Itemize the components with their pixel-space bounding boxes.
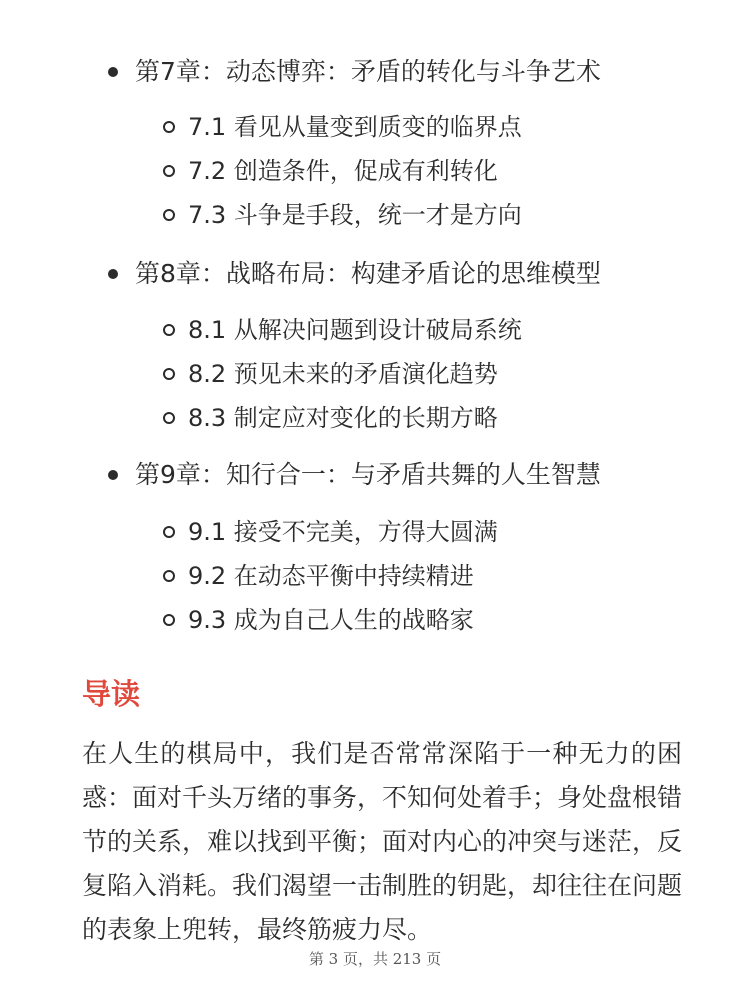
intro-heading: 导读: [82, 677, 141, 711]
circle-bullet-icon: [163, 412, 175, 424]
circle-bullet-icon: [163, 209, 175, 221]
chapter-title: 第9章：知行合一：与矛盾共舞的人生智慧: [135, 460, 601, 489]
section-title: 9.1 接受不完美，方得大圆满: [188, 518, 498, 546]
page-number: 第 3 页，共 213 页: [308, 950, 442, 968]
section-title: 8.3 制定应对变化的长期方略: [188, 404, 498, 432]
section-title: 9.2 在动态平衡中持续精进: [188, 562, 474, 590]
section-title: 7.3 斗争是手段，统一才是方向: [188, 201, 522, 229]
section-title: 8.1 从解决问题到设计破局系统: [188, 316, 522, 344]
circle-bullet-icon: [163, 570, 175, 582]
circle-bullet-icon: [163, 165, 175, 177]
bullet-icon: [108, 470, 118, 480]
circle-bullet-icon: [163, 614, 175, 626]
section-title: 7.2 创造条件，促成有利转化: [188, 157, 498, 185]
chapter-title: 第7章：动态博弈：矛盾的转化与斗争艺术: [135, 57, 601, 86]
section-title: 7.1 看见从量变到质变的临界点: [188, 113, 522, 141]
bullet-icon: [108, 67, 118, 77]
chapter-title: 第8章：战略布局：构建矛盾论的思维模型: [135, 259, 601, 288]
section-title: 9.3 成为自己人生的战略家: [188, 606, 474, 634]
bullet-icon: [108, 269, 118, 279]
circle-bullet-icon: [163, 526, 175, 538]
circle-bullet-icon: [163, 121, 175, 133]
intro-paragraph: 在人生的棋局中，我们是否常常深陷于一种无力的困惑：面对千头万绪的事务，不知何处着手；身处盘根错节的关系，难以找到平衡；面对内心的冲突与迷茫，反复陷入消耗。我们渴望一击制胜的钥匙，却往往在问题的表象上兜转，最终筋疲力尽。: [82, 739, 683, 944]
circle-bullet-icon: [163, 368, 175, 380]
circle-bullet-icon: [163, 324, 175, 336]
section-title: 8.2 预见未来的矛盾演化趋势: [188, 360, 498, 388]
